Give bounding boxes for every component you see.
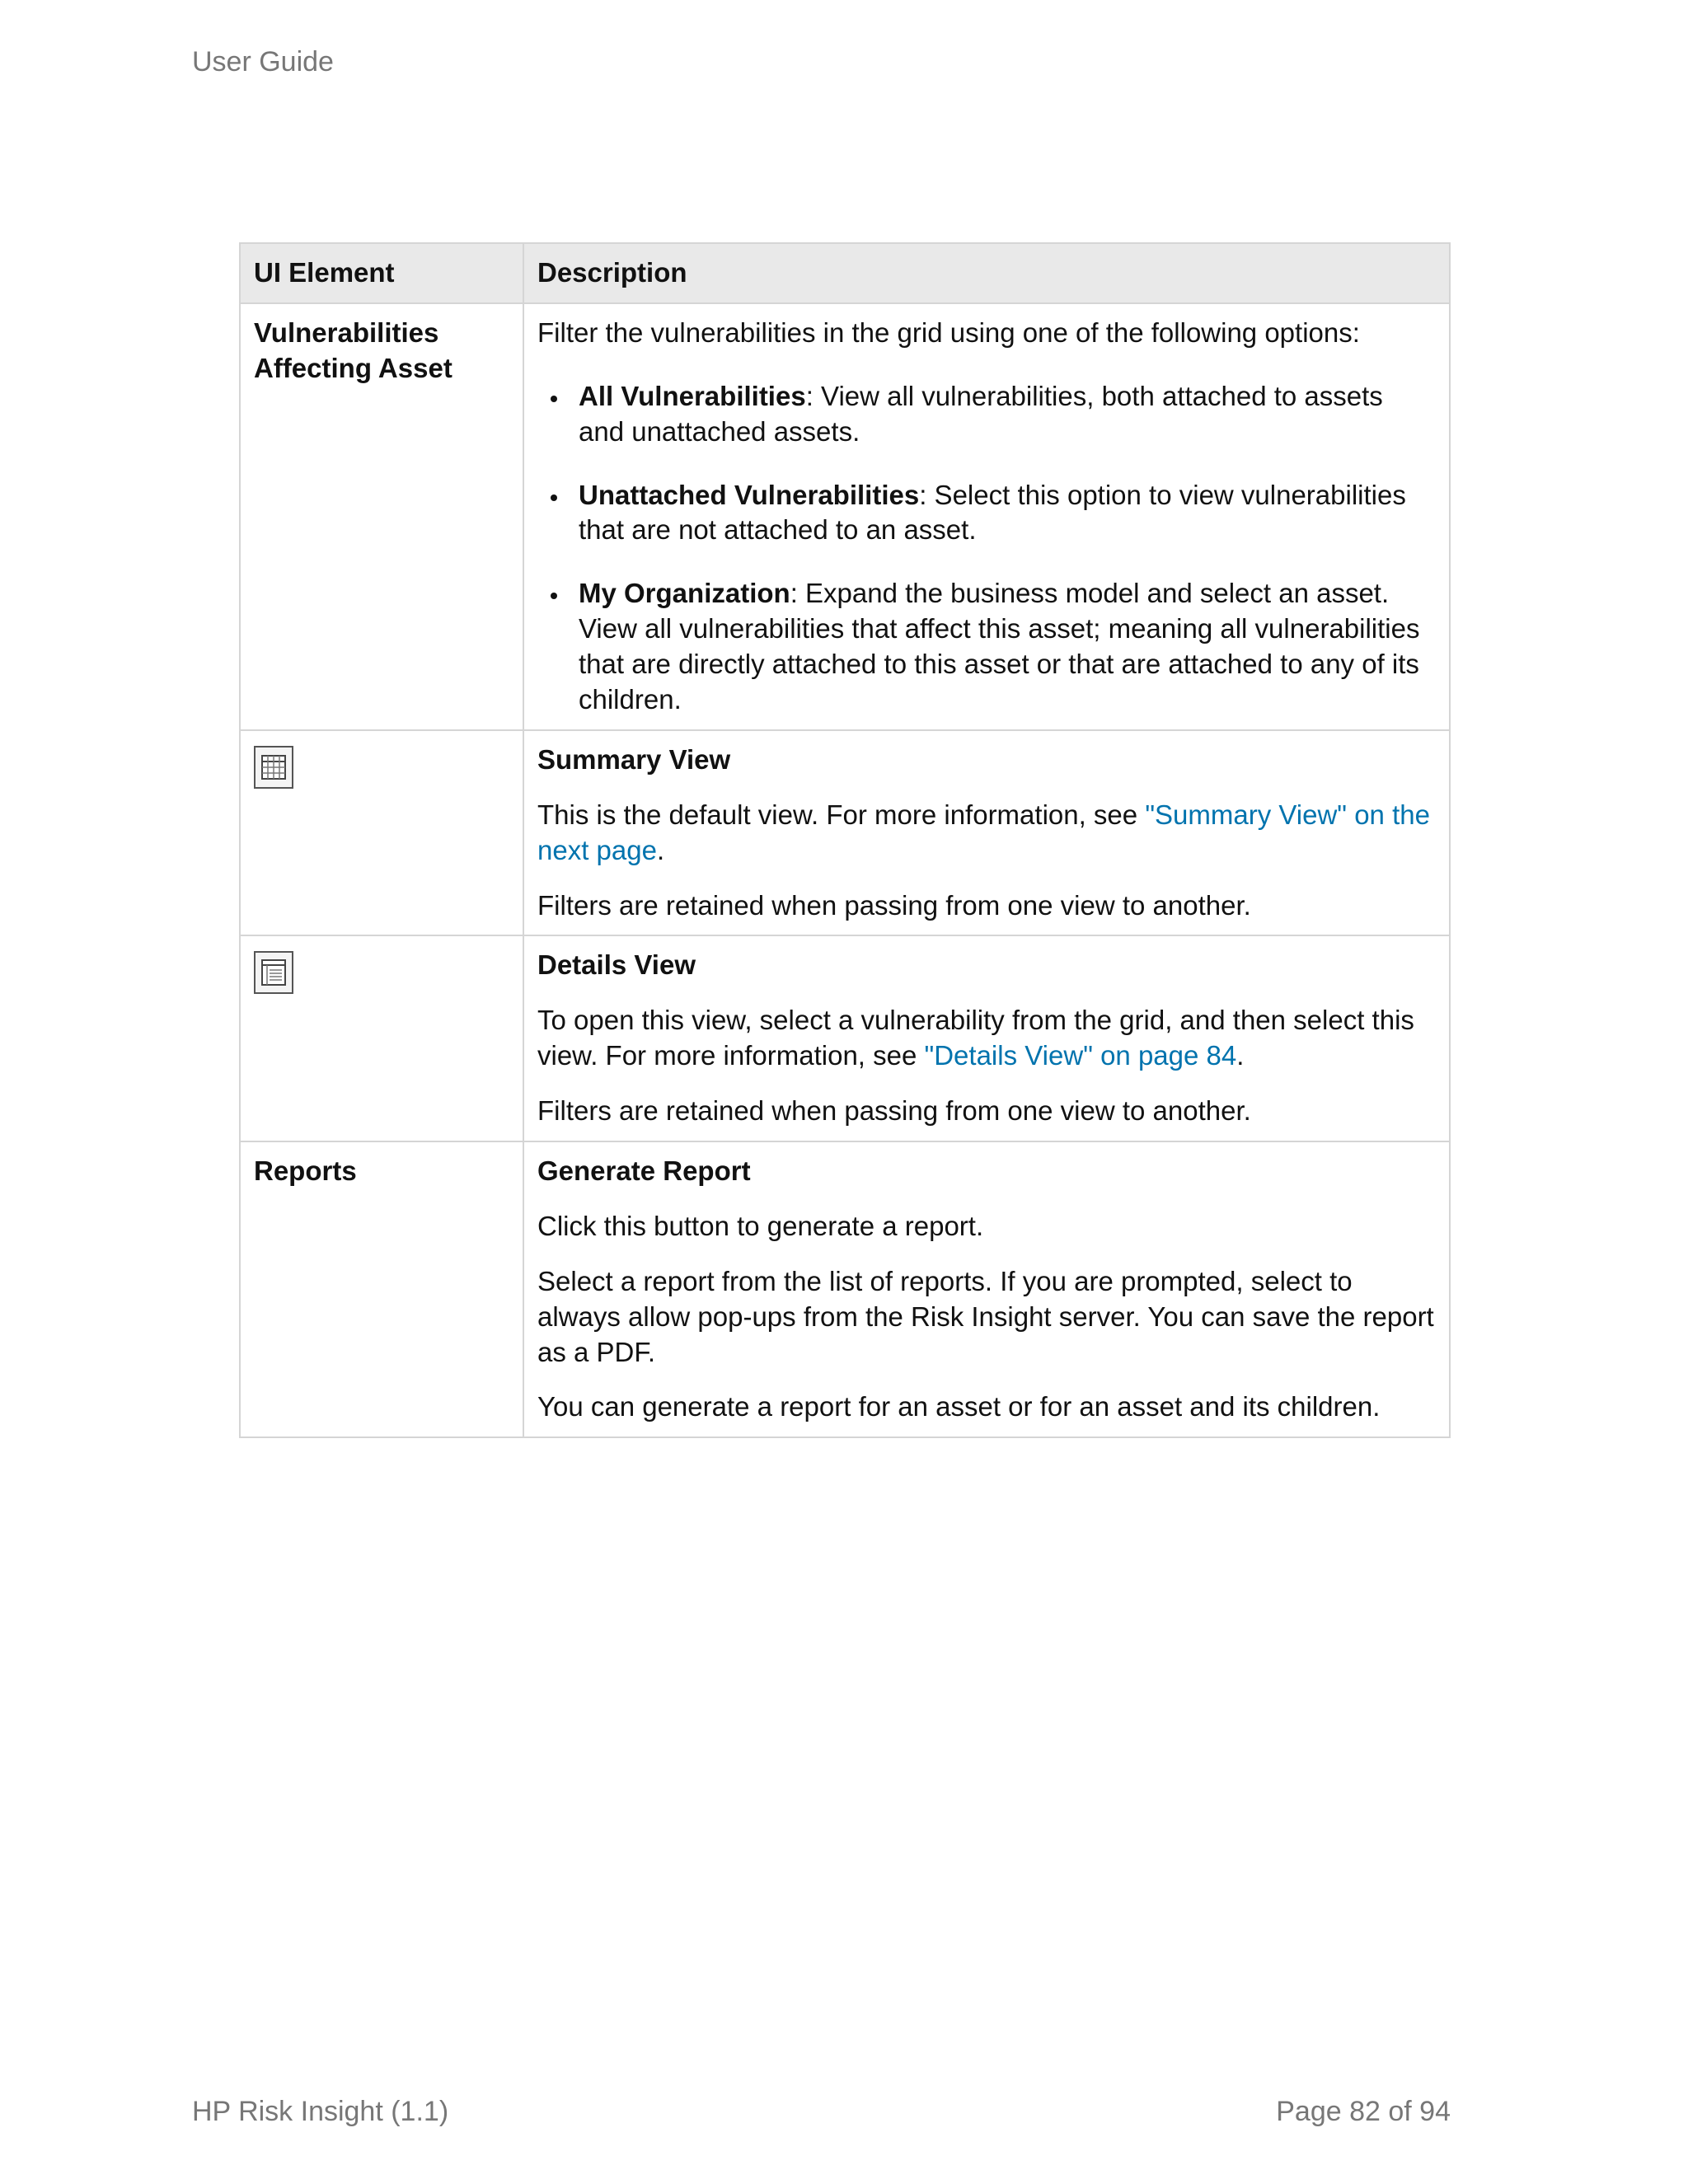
summary-view-paragraph <box>537 798 1436 869</box>
details-view-filters-note: Filters are retained when passing from one view to another. <box>537 1095 1251 1127</box>
generate-report-paragraph-2: Select a report from the list of reports. If you are prompted, select to always allow pop-ups from the Risk Insight server. You can save the report as a PDF. <box>537 1265 1434 1367</box>
summary-view-filters-note: Filters are retained when passing from one view to another. <box>537 889 1251 921</box>
details-view-period: . <box>1236 1040 1245 1071</box>
table-row-details-view <box>240 935 1450 1141</box>
footer-product: HP Risk Insight (1.1) <box>192 2096 449 2127</box>
details-view-text: To open this view, select a vulnerability from the grid, and then select this view. For more information, see <box>537 1005 1414 1071</box>
option-text: : Select this option to view vulnerabilities that are not attached to an asset. <box>579 479 1406 546</box>
generate-report-paragraph-3: You can generate a report for an asset or for an asset and its children. <box>537 1391 1381 1422</box>
details-list-icon <box>254 951 293 994</box>
column-header-description: Description <box>523 243 1450 303</box>
element-cell-summary-view <box>240 730 523 936</box>
summary-view-title: Summary View <box>537 743 731 775</box>
option-term: My Organization <box>579 578 790 609</box>
running-header: User Guide <box>192 46 334 77</box>
option-all-vulnerabilities <box>579 379 1436 450</box>
filter-intro-text: Filter the vulnerabilities in the grid using one of the following options: <box>537 316 1360 348</box>
generate-report-title: Generate Report <box>537 1155 751 1187</box>
table-row-vulnerabilities <box>240 303 1450 730</box>
option-my-organization <box>579 576 1436 718</box>
element-cell-vulnerabilities: Vulnerabilities Affecting Asset <box>240 303 523 730</box>
details-view-title: Details View <box>537 949 696 981</box>
table-header-row <box>240 243 1450 303</box>
details-view-link[interactable]: "Details View" on page 84 <box>924 1040 1237 1071</box>
description-cell-reports <box>523 1141 1450 1437</box>
description-cell-summary-view <box>523 730 1450 936</box>
element-cell-reports: Reports <box>240 1141 523 1437</box>
description-cell-vulnerabilities <box>523 303 1450 730</box>
details-view-paragraph <box>537 1003 1436 1074</box>
table-row-reports <box>240 1141 1450 1437</box>
option-term: Unattached Vulnerabilities <box>579 479 920 510</box>
column-header-ui-element: UI Element <box>240 243 523 303</box>
summary-view-link[interactable]: "Summary View" on the next page <box>537 799 1430 865</box>
element-cell-details-view <box>240 935 523 1141</box>
summary-grid-icon <box>254 746 293 789</box>
description-cell-details-view <box>523 935 1450 1141</box>
table-row-summary-view <box>240 730 1450 936</box>
summary-view-text: This is the default view. For more information, see <box>537 799 1146 830</box>
option-text: : Expand the business model and select an asset. View all vulnerabilities that affect this asset; meaning all vulnerabilities that are directly attached to this asset or that are attached to any of its children. <box>579 578 1420 715</box>
footer-page-number: Page 82 of 94 <box>1276 2096 1451 2127</box>
summary-view-period: . <box>656 834 665 865</box>
filter-options-list <box>537 379 1436 718</box>
option-term: All Vulnerabilities <box>579 380 806 411</box>
generate-report-paragraph-1: Click this button to generate a report. <box>537 1210 984 1241</box>
option-unattached-vulnerabilities <box>579 478 1436 549</box>
ui-element-table <box>239 242 1451 1438</box>
option-text: : View all vulnerabilities, both attached to assets and unattached assets. <box>579 380 1383 447</box>
